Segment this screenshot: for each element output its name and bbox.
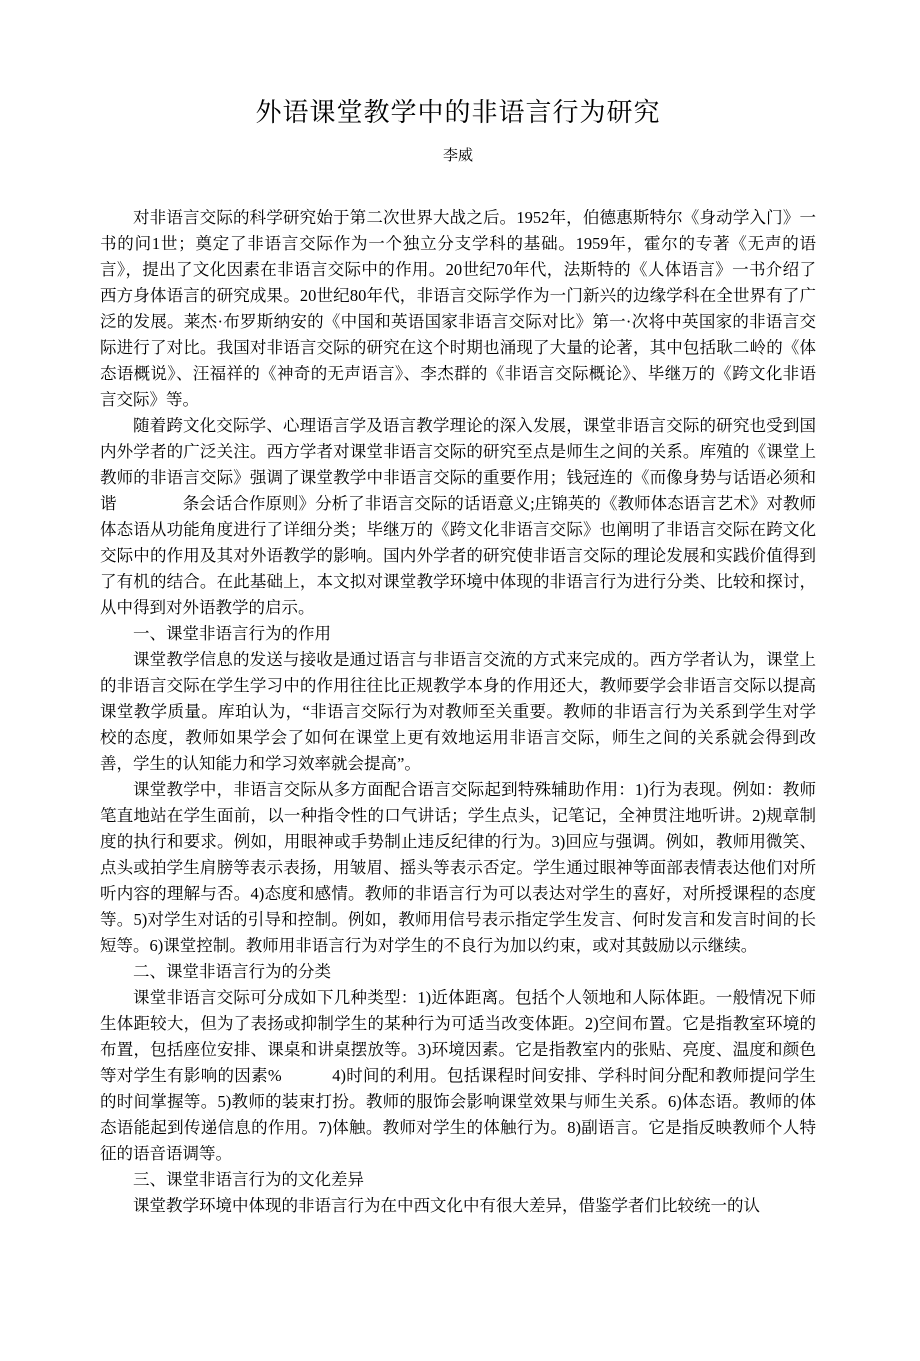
paragraph: 对非语言交际的科学研究始于第二次世界大战之后。1952年，伯德惠斯特尔《身动学入门》一书的问1世；奠定了非语言交际作为一个独立分支学科的基础。1959年，霍尔的专著《无声的语言》，提出了文化因素在非语言交际中的作用。20世纪70年代，法斯特的《人体语言》一书介绍了西方身体语言的研究成果。20世纪80年代，非语言交际学作为一门新兴的边缘学科在全世界有了广泛的发展。莱杰·布罗斯纳安的《中国和英语国家非语言交际对比》第一·次将中英国家的非语言交际进行了对比。我国对非语言交际的研究在这个时期也涌现了大量的论著，其中包括耿二岭的《体态语概说》、汪福祥的《神奇的无声语言》、李杰群的《非语言交际概论》、毕继万的《跨文化非语言交际》等。	[100, 208, 816, 409]
paragraph: 课堂教学环境中体现的非语言行为在中西文化中有很大差异，借鉴学者们比较统一的认	[133, 1196, 760, 1215]
document-author: 李威	[442, 148, 473, 164]
document-title: 外语课堂教学中的非语言行为研究	[255, 98, 661, 127]
paragraph: 随着跨文化交际学、心理语言学及语言教学理论的深入发展，课堂非语言交际的研究也受到国内外学者的广泛关注。西方学者对课堂非语言交际的研究至点是师生之间的关系。库殖的《课堂上教师的非语言交际》强调了课堂教学中非语言交际的重要作用；钱冠连的《而像身势与话语必须和谐 条会话合作原则》分析了非语言交际的话语意义;庄锦英的《教师体态语言艺术》对教师体态语从功能角度进行了详细分类；毕继万的《跨文化非语言交际》也阐明了非语言交际在跨文化交际中的作用及其对外语教学的影响。国内外学者的研究使非语言交际的理论发展和实践价值得到了有机的结合。在此基础上，本文拟对课堂教学环境中体现的非语言行为进行分类、比较和探讨，从中得到对外语教学的启示。	[100, 416, 816, 617]
paragraph: 课堂教学中，非语言交际从多方面配合语言交际起到特殊辅助作用：1)行为表现。例如：教师笔直地站在学生面前，以一种指令性的口气讲话；学生点头，记笔记，全神贯注地听讲。2)规章制度的执行和要求。例如，用眼神或手势制止违反纪律的行为。3)回应与强调。例如，教师用微笑、点头或拍学生肩膀等表示表扬，用皱眉、摇头等表示否定。学生通过眼神等面部表情表达他们对所听内容的理解与否。4)态度和感情。教师的非语言行为可以表达对学生的喜好，对所授课程的态度等。5)对学生对话的引导和控制。例如，教师用信号表示指定学生发言、何时发言和发言时间的长短等。6)课堂控制。教师用非语言行为对学生的不良行为加以约束，或对其鼓励以示继续。	[100, 780, 816, 955]
paragraph: 课堂教学信息的发送与接收是通过语言与非语言交流的方式来完成的。西方学者认为，课堂上的非语言交际在学生学习中的作用往往比正规教学本身的作用还大，教师要学会非语言交际以提高课堂教学质量。库珀认为，“非语言交际行为对教师至关重要。教师的非语言行为关系到学生对学校的态度，教师如果学会了如何在课堂上更有效地运用非语言交际，师生之间的关系就会得到改善，学生的认知能力和学习效率就会提高”。	[100, 650, 816, 773]
document-body	[100, 205, 816, 1219]
paragraph: 课堂非语言交际可分成如下几种类型：1)近体距离。包括个人领地和人际体距。一般情况下师生体距较大，但为了表扬或抑制学生的某种行为可适当改变体距。2)空间布置。它是指教室环境的布置，包括座位安排、课桌和讲桌摆放等。3)环境因素。它是指教室内的张贴、亮度、温度和颜色等对学生有影响的因素% 4)时间的利用。包括课程时间安排、学科时间分配和教师提问学生的时间掌握等。5)教师的装束打扮。教师的服饰会影响课堂效果与师生关系。6)体态语。教师的体态语能起到传递信息的作用。7)体触。教师对学生的体触行为。8)副语言。它是指反映教师个人特征的语音语调等。	[100, 988, 816, 1163]
section-heading: 二、课堂非语言行为的分类	[133, 962, 331, 981]
section-heading: 一、课堂非语言行为的作用	[133, 624, 331, 643]
section-heading: 三、课堂非语言行为的文化差异	[133, 1170, 364, 1189]
